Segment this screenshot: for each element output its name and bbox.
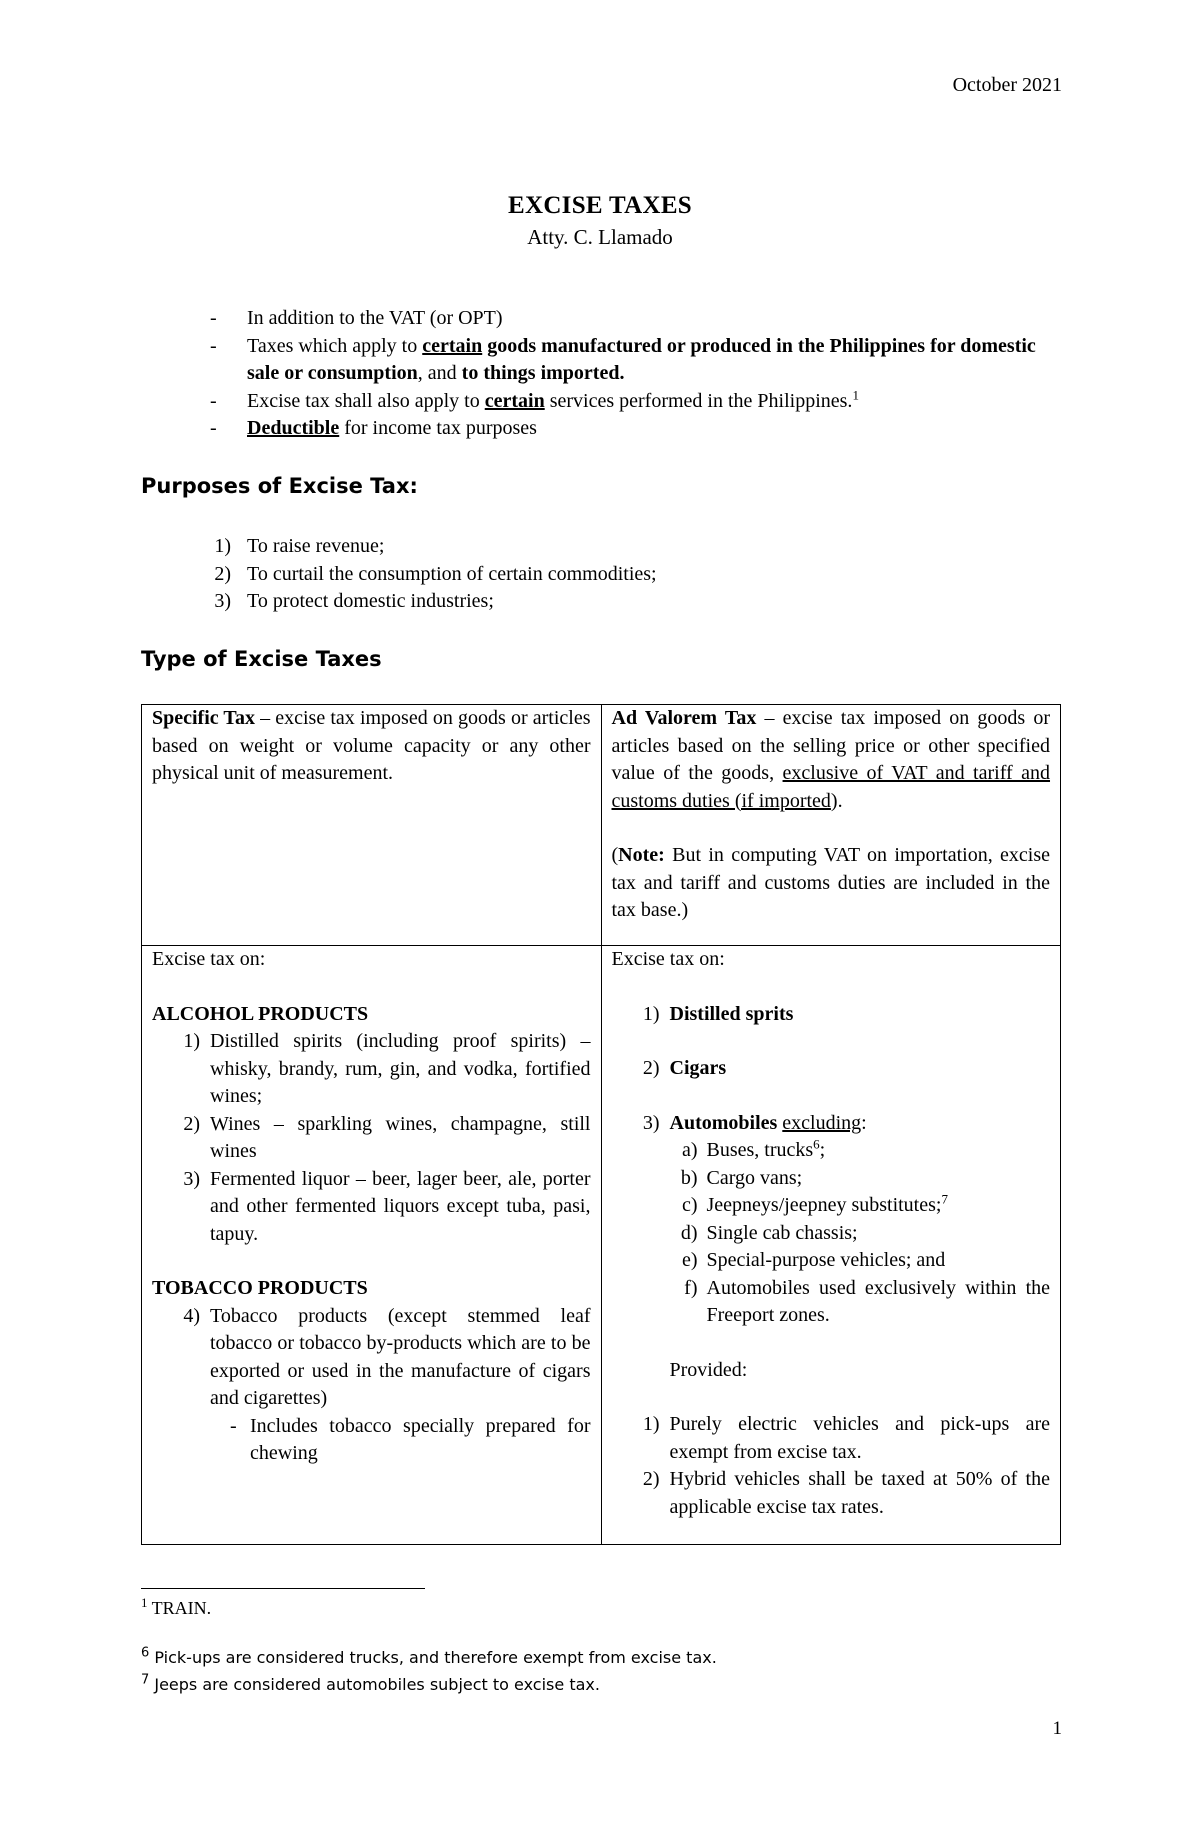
table-row — [142, 946, 1061, 1545]
ad-valorem-desc: – excise tax imposed on goods or articles based on the selling price or other specified value of the goods, — [611, 707, 1050, 784]
provided-label: Provided: — [669, 1358, 748, 1381]
list-text: Tobacco products (except stemmed leaf tobacco or tobacco by-products which are to be exported or used in the manufacture of cigars and cigarettes) — [210, 1304, 591, 1409]
footnote-number: 1 — [141, 1595, 148, 1610]
spacer — [612, 974, 1051, 1001]
list-text: To curtail the consumption of certain commodities; — [247, 562, 657, 585]
bullet-dash: - — [210, 417, 217, 439]
list-text: Cargo vans; — [706, 1166, 803, 1189]
list-item — [612, 1275, 1051, 1330]
list-number: 1) — [183, 1030, 200, 1052]
page-number: 1 — [1052, 1718, 1062, 1739]
ad-valorem-items-cell — [601, 946, 1061, 1545]
list-letter: e) — [681, 1249, 698, 1271]
types-heading: Type of Excise Taxes — [141, 647, 382, 671]
tobacco-list — [152, 1303, 591, 1413]
list-number: 2) — [642, 1468, 660, 1490]
bullet-text: In addition to the VAT (or OPT) — [247, 307, 503, 329]
list-text: Jeepneys/jeepney substitutes; — [706, 1194, 942, 1216]
emphasis-deductible: Deductible — [247, 417, 340, 439]
list-item — [612, 1137, 1051, 1165]
ad-valorem-label: Ad Valorem Tax — [611, 707, 757, 729]
footnote-number: 7 — [141, 1672, 150, 1688]
ad-valorem-list — [612, 1110, 1051, 1138]
list-item — [152, 1166, 591, 1249]
emphasis-certain: certain — [422, 334, 483, 357]
list-text: Distilled spirits (including proof spirits) – whisky, brandy, rum, gin, and vodka, fortified wines; — [210, 1030, 591, 1107]
list-number: 2) — [642, 1057, 660, 1079]
spacer — [152, 974, 591, 1001]
cell-intro: Excise tax on: — [152, 948, 266, 970]
note-label: Note: — [618, 844, 665, 866]
ad-valorem-list — [612, 1001, 1051, 1029]
ad-valorem-note — [612, 842, 1051, 925]
list-text: Purely electric vehicles and pick-ups are exempt from excise tax. — [669, 1413, 1050, 1463]
document-author: Atty. C. Llamado — [527, 225, 673, 249]
colon: : — [861, 1111, 867, 1134]
footnote-ref[interactable]: 1 — [852, 386, 859, 402]
bullet-text: Taxes which apply to — [247, 334, 423, 357]
footnote-ref[interactable]: 6 — [813, 1136, 820, 1152]
list-text: Distilled sprits — [669, 1002, 794, 1025]
list-number: 1) — [214, 535, 231, 557]
list-item — [612, 1192, 1051, 1220]
list-item — [152, 1413, 591, 1468]
list-item — [152, 1111, 591, 1166]
bullet-text: Excise tax shall also apply to — [247, 389, 485, 412]
ad-valorem-desc-end: ). — [830, 789, 843, 812]
list-text: Includes tobacco specially prepared for chewing — [250, 1414, 591, 1464]
list-item — [612, 1411, 1051, 1466]
list-item — [183, 588, 657, 616]
list-item — [612, 1220, 1051, 1248]
spacer — [612, 1330, 1051, 1357]
list-item — [612, 1001, 1051, 1029]
footnote-ref[interactable]: 7 — [941, 1191, 948, 1207]
list-letter: b) — [680, 1166, 698, 1189]
list-letter: c) — [681, 1194, 698, 1216]
list-text: Automobiles used exclusively within the Freeport zones. — [706, 1276, 1050, 1326]
ad-valorem-desc-underlined: exclusive of VAT and tariff and customs duties (if imported — [611, 762, 1051, 812]
list-item — [612, 1247, 1051, 1275]
spacer — [612, 1083, 1051, 1110]
tobacco-heading: TOBACCO PRODUCTS — [152, 1277, 368, 1299]
note-open: ( — [611, 844, 619, 866]
spacer — [612, 1384, 1051, 1411]
footnote — [141, 1672, 600, 1694]
document-date: October 2021 — [952, 74, 1062, 96]
footnote-text: Pick-ups are considered trucks, and therefore exempt from excise tax. — [149, 1648, 717, 1667]
list-text-after: ; — [819, 1139, 826, 1161]
list-letter: f) — [684, 1276, 698, 1299]
list-letter: d) — [680, 1221, 698, 1244]
specific-tax-label: Specific Tax — [152, 707, 255, 729]
list-number: 1) — [642, 1002, 660, 1025]
intro-bullet — [210, 388, 1070, 416]
list-item — [612, 1466, 1051, 1521]
bullet-text: for income tax purposes — [339, 417, 537, 439]
ad-valorem-list — [612, 1055, 1051, 1083]
alcohol-heading: ALCOHOL PRODUCTS — [152, 1002, 369, 1025]
bullet-text-bold: goods manufactured or produced in the Philippines for domestic sale or consumption — [247, 334, 1036, 384]
list-text: Fermented liquor – beer, lager beer, ale, porter and other fermented liquors except tuba, pasi, tapuy. — [210, 1167, 591, 1245]
list-item — [152, 1028, 591, 1111]
emphasis-certain: certain — [484, 389, 545, 412]
bullet-text: services performed in the Philippines. — [544, 389, 853, 412]
list-number: 2) — [214, 562, 231, 585]
list-text: To raise revenue; — [247, 535, 385, 557]
tobacco-sub-list — [152, 1413, 591, 1468]
list-item — [612, 1110, 1051, 1138]
footnote-text: Jeeps are considered automobiles subject to excise tax. — [149, 1675, 600, 1694]
note-text: But in computing VAT on importation, excise tax and tariff and customs duties are included in the tax base.) — [611, 844, 1050, 921]
specific-tax-items-cell — [142, 946, 602, 1545]
list-item — [152, 1303, 591, 1413]
list-text: Single cab chassis; — [706, 1221, 858, 1244]
footnote-number: 6 — [141, 1645, 150, 1661]
specific-tax-cell — [142, 705, 602, 946]
excluding-label: excluding — [782, 1111, 862, 1134]
list-item — [183, 561, 657, 589]
bullet-dash: - — [210, 307, 217, 329]
list-letter: a) — [681, 1139, 698, 1161]
list-number: 1) — [642, 1413, 660, 1435]
provided-list — [612, 1411, 1051, 1521]
purposes-list — [183, 533, 657, 616]
intro-bullet — [210, 305, 1070, 333]
purposes-heading: Purposes of Excise Tax: — [141, 474, 418, 498]
spacer — [612, 1028, 1051, 1055]
footnote — [141, 1595, 212, 1619]
alcohol-list — [152, 1028, 591, 1248]
document-title: EXCISE TAXES — [508, 192, 692, 219]
bullet-dash: - — [210, 334, 217, 357]
list-item — [183, 533, 657, 561]
list-number: 3) — [183, 1167, 200, 1190]
list-text: Buses, trucks — [706, 1139, 814, 1161]
excise-types-table — [141, 704, 1061, 1545]
intro-bullet — [210, 415, 1070, 443]
list-text: Automobiles — [669, 1111, 778, 1134]
ad-valorem-cell — [601, 705, 1061, 946]
intro-bullet — [210, 333, 1070, 388]
list-text: Wines – sparkling wines, champagne, still wines — [210, 1112, 591, 1162]
list-number: 3) — [642, 1111, 660, 1134]
intro-bullet-list — [210, 305, 1070, 443]
footnote — [141, 1645, 717, 1667]
list-dash: - — [230, 1414, 237, 1437]
list-text: Hybrid vehicles shall be taxed at 50% of the applicable excise tax rates. — [669, 1468, 1050, 1518]
list-item — [612, 1165, 1051, 1193]
spacer — [612, 815, 1051, 842]
list-number: 2) — [183, 1112, 200, 1135]
footnote-text: TRAIN. — [147, 1598, 212, 1618]
footnote-separator — [141, 1588, 425, 1589]
list-number: 4) — [183, 1304, 200, 1327]
cell-intro: Excise tax on: — [611, 948, 725, 970]
list-number: 3) — [214, 590, 231, 612]
exclusions-list — [612, 1137, 1051, 1330]
bullet-dash: - — [210, 389, 217, 412]
table-row — [142, 705, 1061, 946]
list-text: To protect domestic industries; — [247, 590, 494, 612]
spacer — [152, 1248, 591, 1275]
specific-tax-desc: – excise tax imposed on goods or articles based on weight or volume capacity or any other physical unit of measurement. — [152, 707, 591, 784]
list-item — [612, 1055, 1051, 1083]
bullet-text-bold: to things imported. — [461, 362, 625, 384]
bullet-text: , and — [417, 362, 462, 384]
list-text: Special-purpose vehicles; and — [706, 1249, 946, 1271]
list-text: Cigars — [669, 1057, 727, 1079]
